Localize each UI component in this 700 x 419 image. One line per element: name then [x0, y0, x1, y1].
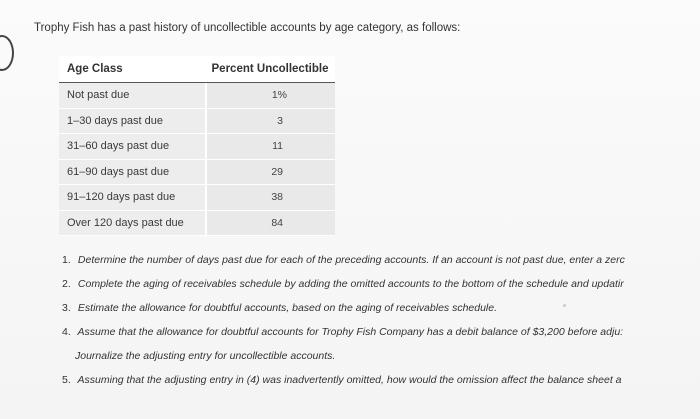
question-item: [62, 272, 700, 296]
question-number: 3.: [62, 302, 71, 314]
percent-cell: 38: [205, 185, 335, 210]
stray-dot-mark: [563, 304, 566, 307]
question-item: [62, 248, 700, 272]
table-row: [59, 134, 335, 160]
edge-bracket-mark: [0, 35, 14, 71]
table-row: [59, 211, 335, 237]
question-text: Complete the aging of receivables schedule by adding the omitted accounts to the bottom of the schedule and updatir: [77, 278, 624, 290]
question-number: 1.: [62, 254, 71, 266]
table-row: [59, 83, 335, 109]
question-text: Estimate the allowance for doubtful accounts, based on the aging of receivables schedule.: [77, 302, 498, 314]
percent-cell: 11: [205, 134, 335, 159]
age-class-cell: Over 120 days past due: [59, 211, 205, 236]
question-item: [62, 296, 700, 320]
question-number: 5.: [62, 374, 71, 386]
header-age-class: Age Class: [67, 63, 123, 75]
table-row: [59, 185, 335, 211]
age-class-cell: Not past due: [59, 83, 205, 108]
percent-cell: 84: [205, 211, 335, 236]
question-list: [62, 248, 700, 392]
percent-cell: 1%: [205, 83, 335, 108]
question-text: Assume that the allowance for doubtful accounts for Trophy Fish Company has a debit balance of $3,200 before adju:: [77, 326, 624, 338]
age-class-cell: 31–60 days past due: [59, 134, 205, 159]
question-continuation-text: Journalize the adjusting entry for uncollectible accounts.: [75, 350, 336, 362]
intro-text: Trophy Fish has a past history of uncollectible accounts by age category, as follows:: [34, 22, 461, 34]
table-row: [59, 160, 335, 186]
header-percent-uncollectible: Percent Uncollectible: [211, 63, 329, 75]
percent-cell: 3: [205, 109, 335, 134]
question-number: 2.: [62, 278, 71, 290]
question-item: [62, 368, 700, 392]
percent-cell: 29: [205, 160, 335, 185]
question-item: [62, 320, 700, 344]
question-number: 4.: [62, 326, 71, 338]
age-class-cell: 1–30 days past due: [59, 109, 205, 134]
table-row: [59, 109, 335, 135]
uncollectible-table: [59, 56, 335, 236]
table-header: [59, 56, 335, 83]
question-text: Determine the number of days past due for each of the preceding accounts. If an account is not past due, enter a zerc: [77, 254, 625, 266]
age-class-cell: 61–90 days past due: [59, 160, 205, 185]
question-text: Assuming that the adjusting entry in (4) was inadvertently omitted, how would the omission affect the balance sheet a: [77, 374, 622, 386]
question-continuation: [62, 344, 700, 368]
age-class-cell: 91–120 days past due: [59, 185, 205, 210]
